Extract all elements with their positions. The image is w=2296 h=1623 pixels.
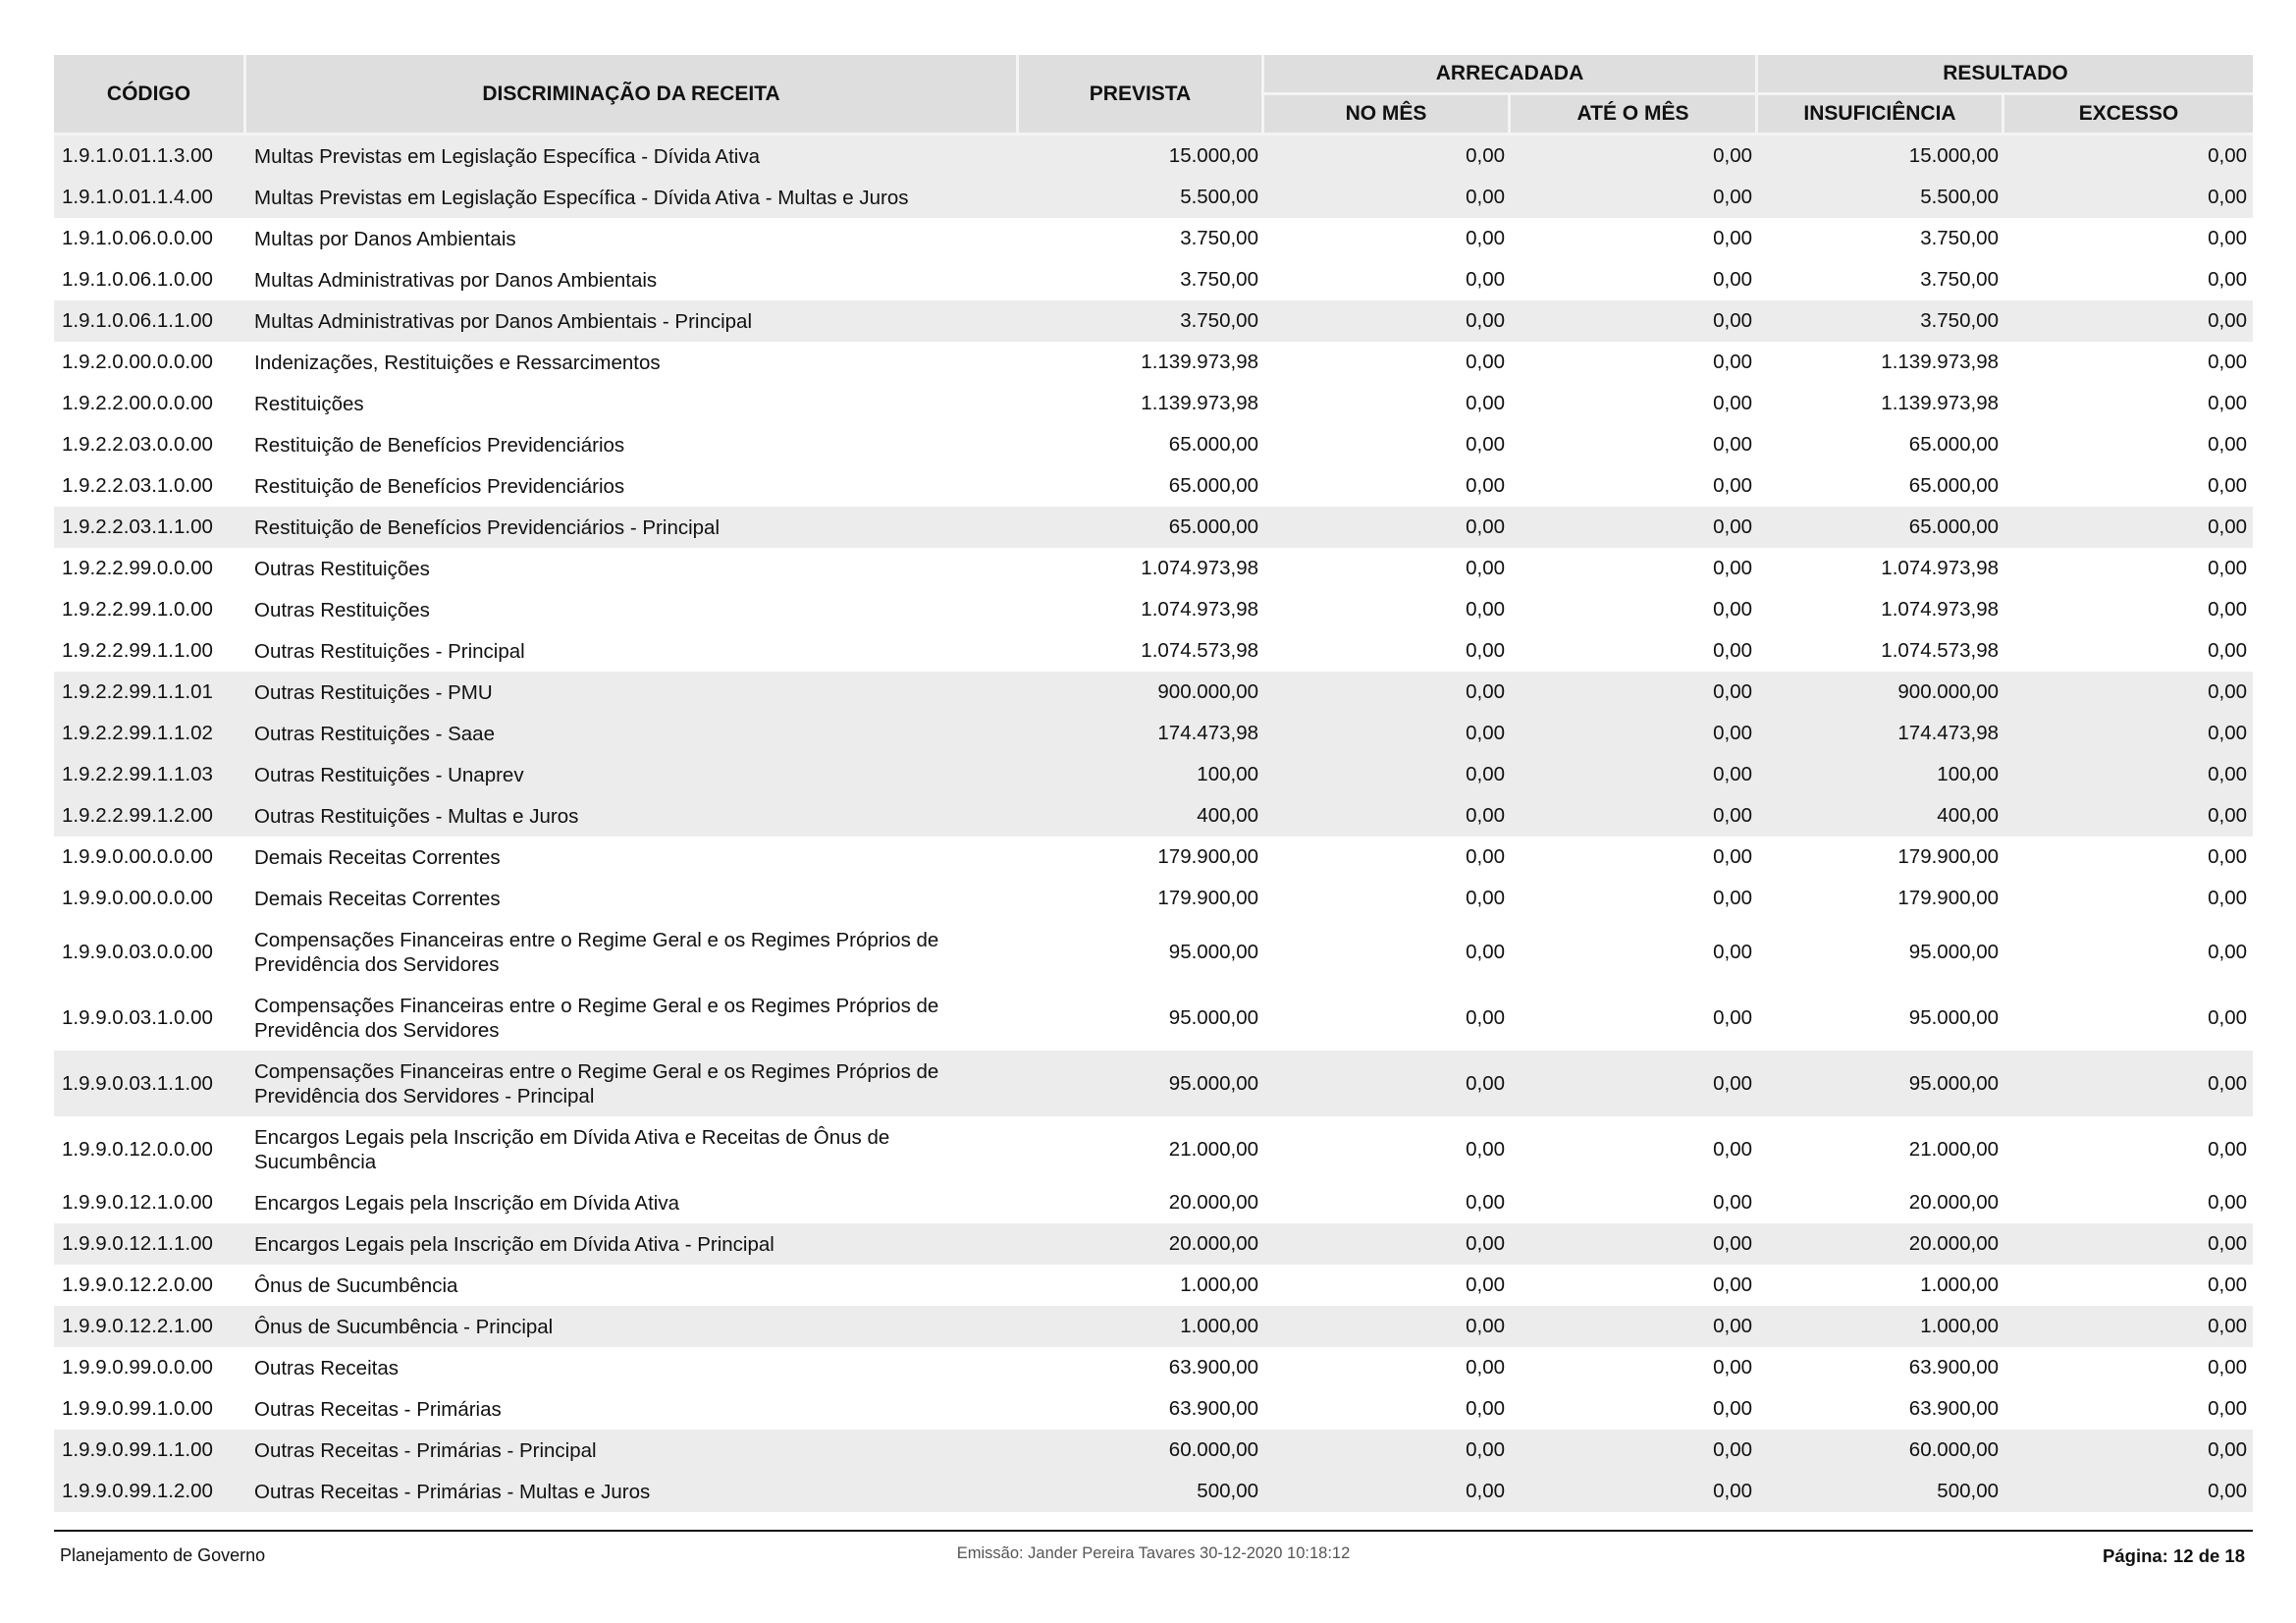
cell-prevista: 15.000,00 xyxy=(1019,135,1264,177)
table-row xyxy=(54,548,2253,589)
cell-descricao: Restituição de Benefícios Previdenciários xyxy=(246,465,1019,507)
cell-excesso: 0,00 xyxy=(2004,342,2253,383)
cell-insuficiencia: 1.139.973,98 xyxy=(1758,383,2004,424)
cell-excesso: 0,00 xyxy=(2004,300,2253,342)
cell-descricao: Compensações Financeiras entre o Regime Geral e os Regimes Próprios de Previdência dos Servidores xyxy=(246,919,1019,985)
cell-insuficiencia: 3.750,00 xyxy=(1758,300,2004,342)
cell-no-mes: 0,00 xyxy=(1264,1223,1511,1265)
table-row xyxy=(54,1347,2253,1388)
cell-no-mes: 0,00 xyxy=(1264,1306,1511,1347)
cell-no-mes: 0,00 xyxy=(1264,1116,1511,1182)
cell-no-mes: 0,00 xyxy=(1264,548,1511,589)
cell-insuficiencia: 400,00 xyxy=(1758,795,2004,837)
cell-ate-o-mes: 0,00 xyxy=(1511,342,1758,383)
cell-excesso: 0,00 xyxy=(2004,1347,2253,1388)
cell-insuficiencia: 179.900,00 xyxy=(1758,878,2004,919)
cell-no-mes: 0,00 xyxy=(1264,342,1511,383)
cell-descricao: Multas por Danos Ambientais xyxy=(246,218,1019,259)
cell-descricao: Outras Restituições - Multas e Juros xyxy=(246,795,1019,837)
cell-ate-o-mes: 0,00 xyxy=(1511,589,1758,630)
cell-no-mes: 0,00 xyxy=(1264,1265,1511,1306)
cell-insuficiencia: 63.900,00 xyxy=(1758,1388,2004,1430)
cell-codigo: 1.9.9.0.99.0.0.00 xyxy=(54,1347,246,1388)
cell-ate-o-mes: 0,00 xyxy=(1511,1471,1758,1512)
cell-excesso: 0,00 xyxy=(2004,1306,2253,1347)
table-row xyxy=(54,1116,2253,1182)
cell-excesso: 0,00 xyxy=(2004,589,2253,630)
cell-insuficiencia: 60.000,00 xyxy=(1758,1430,2004,1471)
cell-descricao: Restituição de Benefícios Previdenciários xyxy=(246,424,1019,465)
table-row xyxy=(54,1223,2253,1265)
table-header xyxy=(54,55,2253,135)
cell-descricao: Multas Previstas em Legislação Específica - Dívida Ativa xyxy=(246,135,1019,177)
cell-codigo: 1.9.9.0.00.0.0.00 xyxy=(54,837,246,878)
table-row xyxy=(54,630,2253,672)
cell-excesso: 0,00 xyxy=(2004,1182,2253,1223)
cell-prevista: 95.000,00 xyxy=(1019,985,1264,1051)
cell-ate-o-mes: 0,00 xyxy=(1511,218,1758,259)
cell-excesso: 0,00 xyxy=(2004,383,2253,424)
cell-no-mes: 0,00 xyxy=(1264,507,1511,548)
cell-insuficiencia: 1.000,00 xyxy=(1758,1265,2004,1306)
table-row xyxy=(54,672,2253,713)
cell-descricao: Encargos Legais pela Inscrição em Dívida Ativa xyxy=(246,1182,1019,1223)
cell-prevista: 20.000,00 xyxy=(1019,1223,1264,1265)
table-body xyxy=(54,135,2253,1512)
cell-descricao: Compensações Financeiras entre o Regime Geral e os Regimes Próprios de Previdência dos Servidores - Principal xyxy=(246,1051,1019,1116)
cell-no-mes: 0,00 xyxy=(1264,878,1511,919)
cell-descricao: Restituição de Benefícios Previdenciários - Principal xyxy=(246,507,1019,548)
cell-insuficiencia: 174.473,98 xyxy=(1758,713,2004,754)
cell-codigo: 1.9.2.2.99.1.1.02 xyxy=(54,713,246,754)
cell-codigo: 1.9.2.2.99.0.0.00 xyxy=(54,548,246,589)
cell-prevista: 1.139.973,98 xyxy=(1019,383,1264,424)
cell-no-mes: 0,00 xyxy=(1264,383,1511,424)
cell-descricao: Outras Restituições xyxy=(246,589,1019,630)
page-footer xyxy=(54,1530,2253,1581)
cell-ate-o-mes: 0,00 xyxy=(1511,1265,1758,1306)
cell-excesso: 0,00 xyxy=(2004,1223,2253,1265)
cell-ate-o-mes: 0,00 xyxy=(1511,1347,1758,1388)
cell-no-mes: 0,00 xyxy=(1264,672,1511,713)
cell-codigo: 1.9.1.0.06.0.0.00 xyxy=(54,218,246,259)
cell-ate-o-mes: 0,00 xyxy=(1511,1388,1758,1430)
table-row xyxy=(54,878,2253,919)
cell-ate-o-mes: 0,00 xyxy=(1511,135,1758,177)
cell-prevista: 60.000,00 xyxy=(1019,1430,1264,1471)
cell-no-mes: 0,00 xyxy=(1264,795,1511,837)
cell-descricao: Indenizações, Restituições e Ressarcimentos xyxy=(246,342,1019,383)
cell-descricao: Ônus de Sucumbência - Principal xyxy=(246,1306,1019,1347)
footer-page-number: Página: 12 de 18 xyxy=(2103,1545,2245,1566)
cell-descricao: Outras Restituições - Principal xyxy=(246,630,1019,672)
cell-insuficiencia: 20.000,00 xyxy=(1758,1182,2004,1223)
cell-ate-o-mes: 0,00 xyxy=(1511,465,1758,507)
table-row xyxy=(54,1051,2253,1116)
cell-prevista: 174.473,98 xyxy=(1019,713,1264,754)
cell-codigo: 1.9.1.0.01.1.4.00 xyxy=(54,177,246,218)
table-row xyxy=(54,465,2253,507)
cell-prevista: 179.900,00 xyxy=(1019,878,1264,919)
cell-no-mes: 0,00 xyxy=(1264,1388,1511,1430)
cell-insuficiencia: 65.000,00 xyxy=(1758,424,2004,465)
cell-excesso: 0,00 xyxy=(2004,878,2253,919)
cell-codigo: 1.9.1.0.06.1.0.00 xyxy=(54,259,246,300)
cell-descricao: Demais Receitas Correntes xyxy=(246,878,1019,919)
table-row xyxy=(54,1388,2253,1430)
table-row xyxy=(54,1182,2253,1223)
cell-descricao: Outras Receitas - Primárias - Multas e Juros xyxy=(246,1471,1019,1512)
cell-descricao: Compensações Financeiras entre o Regime Geral e os Regimes Próprios de Previdência dos Servidores xyxy=(246,985,1019,1051)
cell-insuficiencia: 20.000,00 xyxy=(1758,1223,2004,1265)
cell-insuficiencia: 100,00 xyxy=(1758,754,2004,795)
cell-no-mes: 0,00 xyxy=(1264,424,1511,465)
cell-descricao: Outras Restituições xyxy=(246,548,1019,589)
header-prevista: PREVISTA xyxy=(1019,55,1264,135)
cell-insuficiencia: 179.900,00 xyxy=(1758,837,2004,878)
cell-descricao: Multas Previstas em Legislação Específica - Dívida Ativa - Multas e Juros xyxy=(246,177,1019,218)
cell-insuficiencia: 900.000,00 xyxy=(1758,672,2004,713)
cell-codigo: 1.9.2.2.00.0.0.00 xyxy=(54,383,246,424)
cell-no-mes: 0,00 xyxy=(1264,713,1511,754)
cell-prevista: 500,00 xyxy=(1019,1471,1264,1512)
cell-codigo: 1.9.2.2.03.1.1.00 xyxy=(54,507,246,548)
header-ate-o-mes: ATÉ O MÊS xyxy=(1511,95,1758,135)
cell-ate-o-mes: 0,00 xyxy=(1511,919,1758,985)
cell-descricao: Ônus de Sucumbência xyxy=(246,1265,1019,1306)
cell-no-mes: 0,00 xyxy=(1264,259,1511,300)
cell-excesso: 0,00 xyxy=(2004,672,2253,713)
cell-no-mes: 0,00 xyxy=(1264,300,1511,342)
cell-codigo: 1.9.9.0.12.1.1.00 xyxy=(54,1223,246,1265)
cell-prevista: 3.750,00 xyxy=(1019,300,1264,342)
cell-prevista: 100,00 xyxy=(1019,754,1264,795)
cell-no-mes: 0,00 xyxy=(1264,1347,1511,1388)
cell-prevista: 3.750,00 xyxy=(1019,259,1264,300)
cell-prevista: 1.139.973,98 xyxy=(1019,342,1264,383)
cell-excesso: 0,00 xyxy=(2004,218,2253,259)
cell-no-mes: 0,00 xyxy=(1264,177,1511,218)
table-row xyxy=(54,837,2253,878)
cell-prevista: 900.000,00 xyxy=(1019,672,1264,713)
cell-excesso: 0,00 xyxy=(2004,1265,2253,1306)
cell-excesso: 0,00 xyxy=(2004,424,2253,465)
cell-insuficiencia: 65.000,00 xyxy=(1758,507,2004,548)
cell-ate-o-mes: 0,00 xyxy=(1511,630,1758,672)
cell-no-mes: 0,00 xyxy=(1264,218,1511,259)
cell-ate-o-mes: 0,00 xyxy=(1511,1182,1758,1223)
cell-insuficiencia: 5.500,00 xyxy=(1758,177,2004,218)
table-row xyxy=(54,383,2253,424)
cell-excesso: 0,00 xyxy=(2004,919,2253,985)
table-row xyxy=(54,985,2253,1051)
cell-descricao: Demais Receitas Correntes xyxy=(246,837,1019,878)
header-discriminacao: DISCRIMINAÇÃO DA RECEITA xyxy=(246,55,1019,135)
table-row xyxy=(54,507,2253,548)
cell-ate-o-mes: 0,00 xyxy=(1511,754,1758,795)
cell-prevista: 95.000,00 xyxy=(1019,1051,1264,1116)
cell-codigo: 1.9.9.0.03.0.0.00 xyxy=(54,919,246,985)
cell-codigo: 1.9.1.0.06.1.1.00 xyxy=(54,300,246,342)
table-row xyxy=(54,919,2253,985)
cell-excesso: 0,00 xyxy=(2004,630,2253,672)
table-row xyxy=(54,1471,2253,1512)
cell-excesso: 0,00 xyxy=(2004,713,2253,754)
cell-excesso: 0,00 xyxy=(2004,1388,2253,1430)
cell-codigo: 1.9.9.0.99.1.2.00 xyxy=(54,1471,246,1512)
table-row xyxy=(54,300,2253,342)
cell-codigo: 1.9.9.0.12.2.0.00 xyxy=(54,1265,246,1306)
table-row xyxy=(54,424,2253,465)
cell-insuficiencia: 1.074.973,98 xyxy=(1758,548,2004,589)
cell-insuficiencia: 1.000,00 xyxy=(1758,1306,2004,1347)
cell-codigo: 1.9.2.2.03.1.0.00 xyxy=(54,465,246,507)
cell-no-mes: 0,00 xyxy=(1264,465,1511,507)
cell-codigo: 1.9.9.0.99.1.0.00 xyxy=(54,1388,246,1430)
cell-excesso: 0,00 xyxy=(2004,795,2253,837)
cell-ate-o-mes: 0,00 xyxy=(1511,548,1758,589)
header-no-mes: NO MÊS xyxy=(1264,95,1511,135)
cell-excesso: 0,00 xyxy=(2004,754,2253,795)
cell-codigo: 1.9.2.2.03.0.0.00 xyxy=(54,424,246,465)
table-row xyxy=(54,1265,2253,1306)
cell-descricao: Outras Restituições - Saae xyxy=(246,713,1019,754)
cell-prevista: 179.900,00 xyxy=(1019,837,1264,878)
cell-insuficiencia: 65.000,00 xyxy=(1758,465,2004,507)
table-row xyxy=(54,218,2253,259)
cell-ate-o-mes: 0,00 xyxy=(1511,1306,1758,1347)
cell-ate-o-mes: 0,00 xyxy=(1511,672,1758,713)
cell-no-mes: 0,00 xyxy=(1264,1182,1511,1223)
cell-no-mes: 0,00 xyxy=(1264,1051,1511,1116)
cell-excesso: 0,00 xyxy=(2004,1471,2253,1512)
cell-insuficiencia: 500,00 xyxy=(1758,1471,2004,1512)
footer-emission: Emissão: Jander Pereira Tavares 30-12-2020 10:18:12 xyxy=(956,1544,1351,1562)
cell-ate-o-mes: 0,00 xyxy=(1511,383,1758,424)
cell-excesso: 0,00 xyxy=(2004,548,2253,589)
cell-prevista: 95.000,00 xyxy=(1019,919,1264,985)
cell-codigo: 1.9.2.2.99.1.0.00 xyxy=(54,589,246,630)
cell-prevista: 1.074.973,98 xyxy=(1019,548,1264,589)
cell-codigo: 1.9.2.2.99.1.2.00 xyxy=(54,795,246,837)
cell-ate-o-mes: 0,00 xyxy=(1511,985,1758,1051)
cell-ate-o-mes: 0,00 xyxy=(1511,300,1758,342)
cell-insuficiencia: 3.750,00 xyxy=(1758,218,2004,259)
cell-insuficiencia: 1.139.973,98 xyxy=(1758,342,2004,383)
cell-no-mes: 0,00 xyxy=(1264,135,1511,177)
cell-no-mes: 0,00 xyxy=(1264,630,1511,672)
cell-prevista: 65.000,00 xyxy=(1019,424,1264,465)
cell-descricao: Encargos Legais pela Inscrição em Dívida Ativa e Receitas de Ônus de Sucumbência xyxy=(246,1116,1019,1182)
cell-no-mes: 0,00 xyxy=(1264,589,1511,630)
cell-prevista: 1.074.573,98 xyxy=(1019,630,1264,672)
cell-codigo: 1.9.2.2.99.1.1.01 xyxy=(54,672,246,713)
cell-descricao: Outras Receitas - Primárias - Principal xyxy=(246,1430,1019,1471)
cell-insuficiencia: 63.900,00 xyxy=(1758,1347,2004,1388)
cell-excesso: 0,00 xyxy=(2004,1430,2253,1471)
cell-excesso: 0,00 xyxy=(2004,1116,2253,1182)
table-row xyxy=(54,177,2253,218)
cell-ate-o-mes: 0,00 xyxy=(1511,878,1758,919)
cell-excesso: 0,00 xyxy=(2004,985,2253,1051)
cell-prevista: 1.000,00 xyxy=(1019,1306,1264,1347)
cell-excesso: 0,00 xyxy=(2004,507,2253,548)
cell-ate-o-mes: 0,00 xyxy=(1511,507,1758,548)
cell-no-mes: 0,00 xyxy=(1264,754,1511,795)
cell-prevista: 5.500,00 xyxy=(1019,177,1264,218)
cell-no-mes: 0,00 xyxy=(1264,837,1511,878)
cell-codigo: 1.9.9.0.12.1.0.00 xyxy=(54,1182,246,1223)
header-arrecadada: ARRECADADA xyxy=(1264,55,1758,95)
cell-insuficiencia: 1.074.573,98 xyxy=(1758,630,2004,672)
cell-excesso: 0,00 xyxy=(2004,177,2253,218)
cell-codigo: 1.9.2.2.99.1.1.00 xyxy=(54,630,246,672)
cell-codigo: 1.9.9.0.12.0.0.00 xyxy=(54,1116,246,1182)
cell-descricao: Encargos Legais pela Inscrição em Dívida Ativa - Principal xyxy=(246,1223,1019,1265)
table-row xyxy=(54,259,2253,300)
cell-no-mes: 0,00 xyxy=(1264,985,1511,1051)
cell-insuficiencia: 3.750,00 xyxy=(1758,259,2004,300)
cell-descricao: Multas Administrativas por Danos Ambientais xyxy=(246,259,1019,300)
cell-codigo: 1.9.9.0.12.2.1.00 xyxy=(54,1306,246,1347)
cell-codigo: 1.9.9.0.00.0.0.00 xyxy=(54,878,246,919)
cell-descricao: Restituições xyxy=(246,383,1019,424)
cell-prevista: 21.000,00 xyxy=(1019,1116,1264,1182)
table-row xyxy=(54,795,2253,837)
revenue-table xyxy=(54,55,2253,1512)
cell-descricao: Outras Restituições - PMU xyxy=(246,672,1019,713)
header-resultado: RESULTADO xyxy=(1758,55,2253,95)
cell-insuficiencia: 95.000,00 xyxy=(1758,985,2004,1051)
cell-excesso: 0,00 xyxy=(2004,1051,2253,1116)
cell-no-mes: 0,00 xyxy=(1264,1471,1511,1512)
cell-codigo: 1.9.9.0.99.1.1.00 xyxy=(54,1430,246,1471)
cell-codigo: 1.9.1.0.01.1.3.00 xyxy=(54,135,246,177)
cell-prevista: 65.000,00 xyxy=(1019,507,1264,548)
cell-prevista: 1.074.973,98 xyxy=(1019,589,1264,630)
header-codigo: CÓDIGO xyxy=(54,55,246,135)
cell-descricao: Outras Restituições - Unaprev xyxy=(246,754,1019,795)
revenue-report xyxy=(54,55,2253,1512)
table-row xyxy=(54,754,2253,795)
cell-ate-o-mes: 0,00 xyxy=(1511,424,1758,465)
cell-ate-o-mes: 0,00 xyxy=(1511,1051,1758,1116)
table-row xyxy=(54,713,2253,754)
cell-codigo: 1.9.9.0.03.1.1.00 xyxy=(54,1051,246,1116)
cell-insuficiencia: 15.000,00 xyxy=(1758,135,2004,177)
cell-descricao: Multas Administrativas por Danos Ambientais - Principal xyxy=(246,300,1019,342)
cell-ate-o-mes: 0,00 xyxy=(1511,1223,1758,1265)
cell-excesso: 0,00 xyxy=(2004,837,2253,878)
cell-prevista: 400,00 xyxy=(1019,795,1264,837)
cell-insuficiencia: 1.074.973,98 xyxy=(1758,589,2004,630)
cell-insuficiencia: 21.000,00 xyxy=(1758,1116,2004,1182)
cell-prevista: 3.750,00 xyxy=(1019,218,1264,259)
cell-excesso: 0,00 xyxy=(2004,465,2253,507)
header-excesso: EXCESSO xyxy=(2004,95,2253,135)
cell-prevista: 63.900,00 xyxy=(1019,1388,1264,1430)
cell-descricao: Outras Receitas xyxy=(246,1347,1019,1388)
cell-codigo: 1.9.9.0.03.1.0.00 xyxy=(54,985,246,1051)
cell-ate-o-mes: 0,00 xyxy=(1511,837,1758,878)
cell-ate-o-mes: 0,00 xyxy=(1511,259,1758,300)
cell-ate-o-mes: 0,00 xyxy=(1511,177,1758,218)
cell-prevista: 1.000,00 xyxy=(1019,1265,1264,1306)
table-row xyxy=(54,1306,2253,1347)
cell-ate-o-mes: 0,00 xyxy=(1511,795,1758,837)
cell-prevista: 20.000,00 xyxy=(1019,1182,1264,1223)
header-insuficiencia: INSUFICIÊNCIA xyxy=(1758,95,2004,135)
table-row xyxy=(54,589,2253,630)
cell-ate-o-mes: 0,00 xyxy=(1511,1430,1758,1471)
cell-excesso: 0,00 xyxy=(2004,135,2253,177)
table-row xyxy=(54,342,2253,383)
cell-ate-o-mes: 0,00 xyxy=(1511,1116,1758,1182)
table-row xyxy=(54,135,2253,177)
cell-codigo: 1.9.2.0.00.0.0.00 xyxy=(54,342,246,383)
cell-prevista: 65.000,00 xyxy=(1019,465,1264,507)
cell-ate-o-mes: 0,00 xyxy=(1511,713,1758,754)
cell-descricao: Outras Receitas - Primárias xyxy=(246,1388,1019,1430)
cell-codigo: 1.9.2.2.99.1.1.03 xyxy=(54,754,246,795)
cell-no-mes: 0,00 xyxy=(1264,1430,1511,1471)
cell-insuficiencia: 95.000,00 xyxy=(1758,919,2004,985)
cell-prevista: 63.900,00 xyxy=(1019,1347,1264,1388)
cell-excesso: 0,00 xyxy=(2004,259,2253,300)
table-row xyxy=(54,1430,2253,1471)
cell-no-mes: 0,00 xyxy=(1264,919,1511,985)
footer-department: Planejamento de Governo xyxy=(60,1545,266,1565)
cell-insuficiencia: 95.000,00 xyxy=(1758,1051,2004,1116)
